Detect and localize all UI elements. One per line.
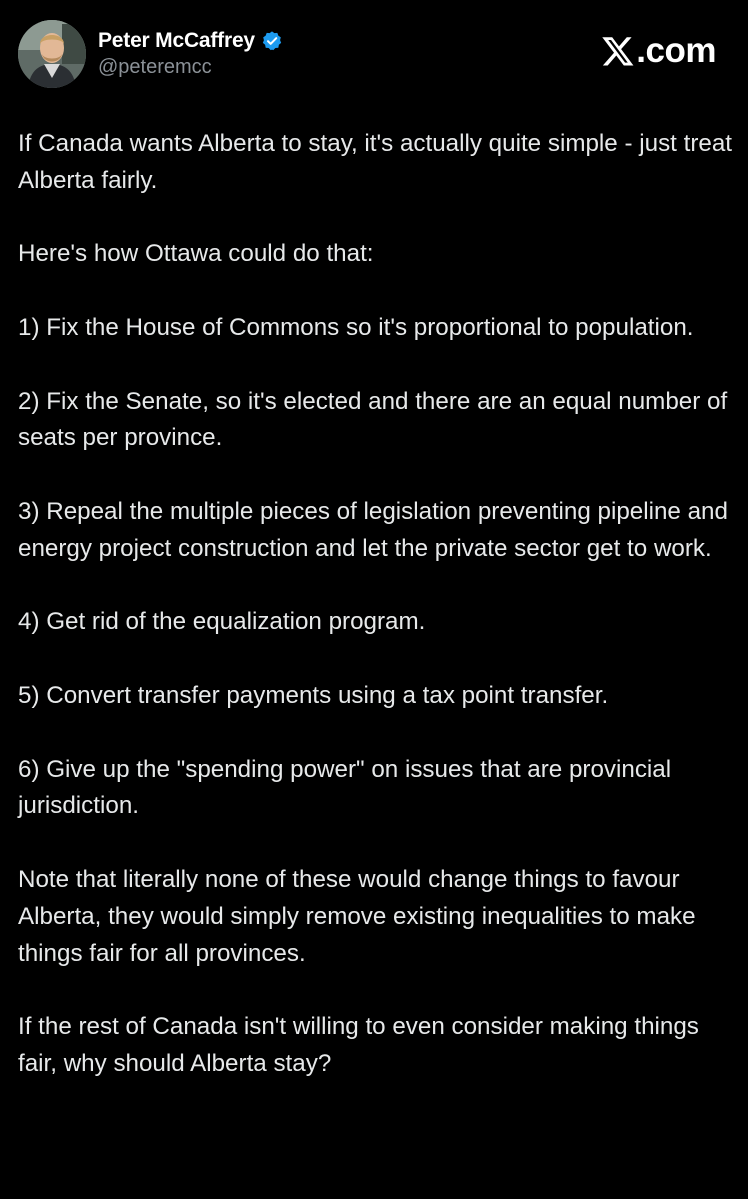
post-paragraph: If Canada wants Alberta to stay, it's actually quite simple - just treat Alberta fairly. [18,130,733,194]
brand-text: .com [636,31,716,70]
x-logo-icon [601,34,635,68]
profile-photo-icon [18,20,86,88]
post-paragraph: 5) Convert transfer payments using a tax point transfer. [18,681,609,709]
brand-watermark [601,28,716,74]
author-handle[interactable]: @peteremcc [98,56,212,78]
author-name-row [98,26,283,56]
post-paragraph: 1) Fix the House of Commons so it's proportional to population. [18,313,694,341]
post-body [18,126,732,1083]
post-paragraph: Note that literally none of these would change things to favour Alberta, they would simply remove existing inequalities to make things fair for all provinces. [18,865,696,967]
post-paragraph: 2) Fix the Senate, so it's elected and there are an equal number of seats per province. [18,387,728,452]
post-paragraph: 4) Get rid of the equalization program. [18,608,426,636]
display-name[interactable]: Peter McCaffrey [98,29,255,52]
avatar[interactable] [18,20,86,88]
post-paragraph: 3) Repeal the multiple pieces of legislation preventing pipeline and energy project construction and let the private sector get to work. [18,497,728,562]
post-paragraph: If the rest of Canada isn't willing to even consider making things fair, why should Alberta stay? [18,1013,699,1077]
verified-badge-icon [261,30,283,52]
post-paragraph: 6) Give up the "spending power" on issues that are provincial jurisdiction. [18,755,672,820]
post-paragraph: Here's how Ottawa could do that: [18,240,374,268]
